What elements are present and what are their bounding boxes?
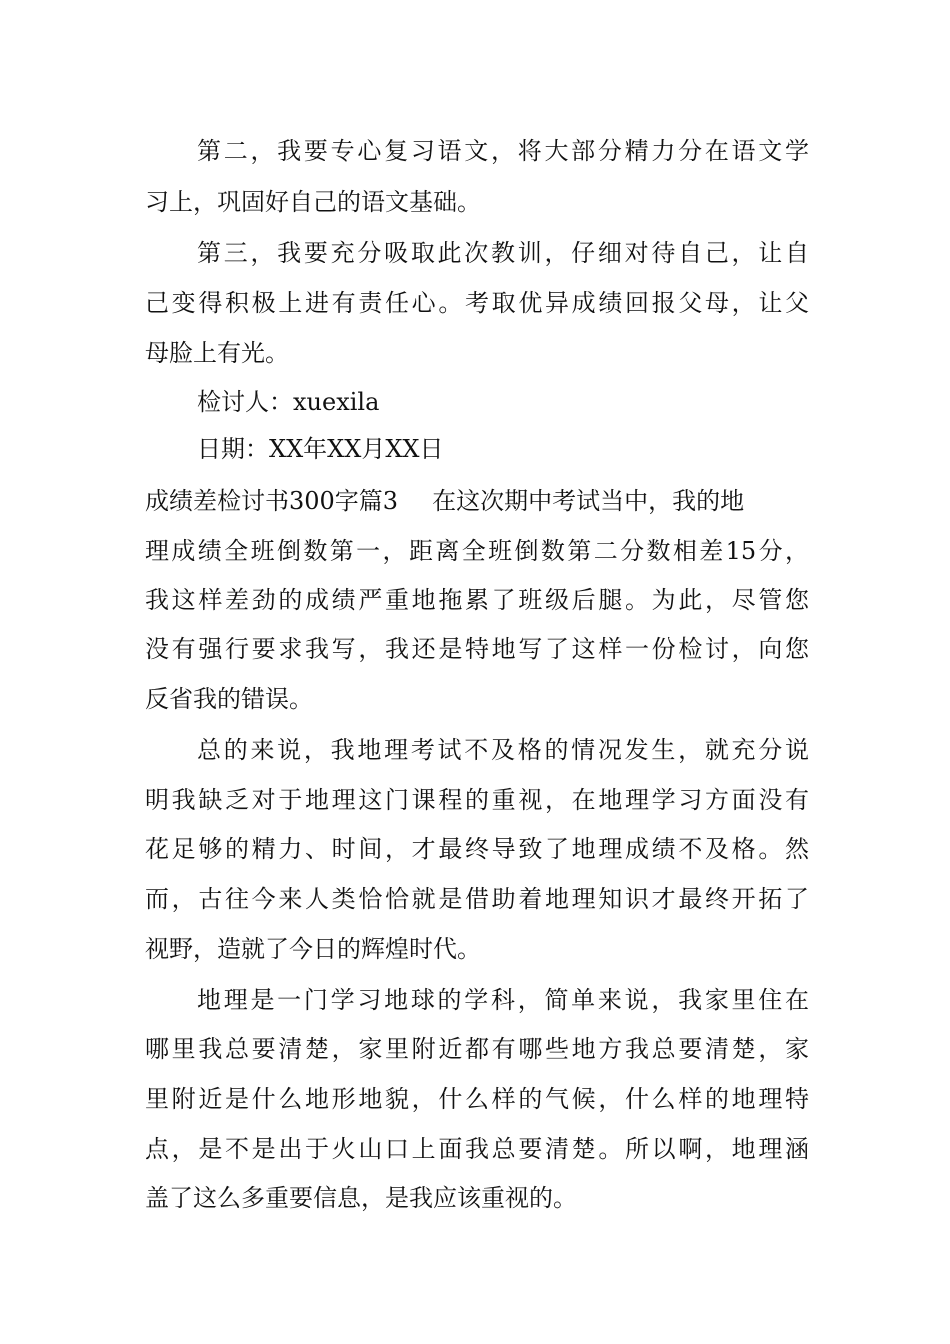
paragraph-third-line-2: 己变得积极上进有责任心。考取优异成绩回报父母，让父 [145, 289, 809, 317]
date-line: 日期：XX年XX月XX日 [197, 435, 444, 463]
paragraph-second-line-1: 第二，我要专心复习语文，将大部分精力分在语文学 [197, 137, 809, 165]
paragraph-third-line-1: 第三，我要充分吸取此次教训，仔细对待自己，让自 [197, 239, 809, 267]
section3-line-3: 我这样差劲的成绩严重地拖累了班级后腿。为此，尽管您 [145, 586, 809, 614]
section3-line-5: 反省我的错误。 [145, 685, 313, 713]
paragraph-second-line-2: 习上，巩固好自己的语文基础。 [145, 188, 481, 216]
paragraph-overall-line-5: 视野，造就了今日的辉煌时代。 [145, 935, 481, 963]
paragraph-geography-line-3: 里附近是什么地形地貌，什么样的气候，什么样的地理特 [145, 1085, 809, 1113]
paragraph-overall-line-2: 明我缺乏对于地理这门课程的重视，在地理学习方面没有 [145, 786, 809, 814]
paragraph-geography-line-4: 点，是不是出于火山口上面我总要清楚。所以啊，地理涵 [145, 1135, 809, 1163]
paragraph-third-line-3: 母脸上有光。 [145, 339, 289, 367]
section-heading: 成绩差检讨书300字篇3 [145, 487, 399, 515]
section3-line-4: 没有强行要求我写，我还是特地写了这样一份检讨，向您 [145, 635, 809, 663]
section3-line-1-text: 在这次期中考试当中，我的地 [432, 487, 745, 515]
paragraph-overall-line-1: 总的来说，我地理考试不及格的情况发生，就充分说 [197, 736, 809, 764]
signer-line: 检讨人：xuexila [197, 388, 380, 416]
paragraph-geography-line-1: 地理是一门学习地球的学科，简单来说，我家里住在 [197, 986, 809, 1014]
section3-line-2: 理成绩全班倒数第一，距离全班倒数第二分数相差15分， [145, 537, 809, 565]
paragraph-geography-line-5: 盖了这么多重要信息，是我应该重视的。 [145, 1184, 577, 1212]
paragraph-overall-line-4: 而，古往今来人类恰恰就是借助着地理知识才最终开拓了 [145, 885, 809, 913]
section3-first-line [145, 481, 809, 521]
paragraph-overall-line-3: 花足够的精力、时间，才最终导致了地理成绩不及格。然 [145, 835, 809, 863]
paragraph-geography-line-2: 哪里我总要清楚，家里附近都有哪些地方我总要清楚，家 [145, 1035, 809, 1063]
